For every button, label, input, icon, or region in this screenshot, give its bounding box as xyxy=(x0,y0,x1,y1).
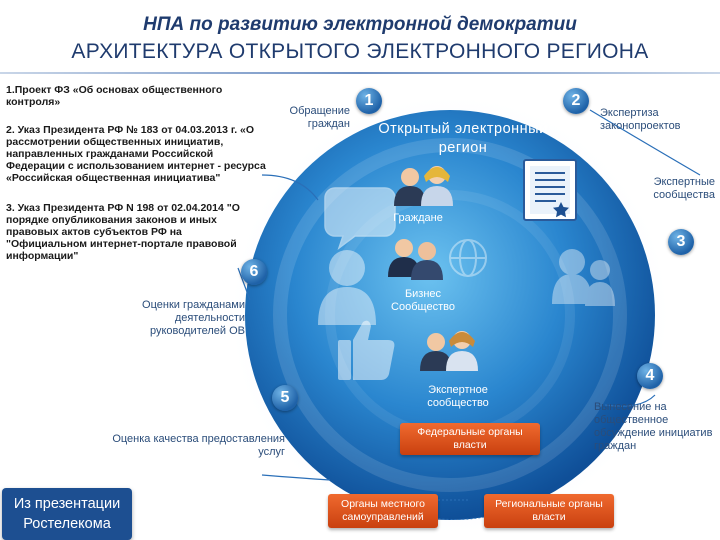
document-icon xyxy=(524,160,576,220)
label-appeals: Обращение граждан xyxy=(289,105,350,130)
doc-decree-183: 2. Указ Президента РФ № 183 от 04.03.2013 г. «О рассмотрении общественных инициатив, направленных гражданами Российской Федерации с использованием интернет - ресурса «Российская общественная инициатива" xyxy=(6,124,266,184)
box-federal-organs-text: Федеральные органы власти xyxy=(417,426,523,451)
source-box xyxy=(2,488,132,540)
number-badge-3: 3 xyxy=(668,229,694,255)
label-public-discussion: Вынесение на общественное обсуждение инициатив граждан xyxy=(594,401,713,452)
doc-decree-198: 3. Указ Президента РФ N 198 от 02.04.2014 "О порядке опубликования законов и иных правовых актов субъектов РФ на "Официальном интернет-портале правовой информации" xyxy=(6,202,240,262)
box-federal-organs xyxy=(400,423,540,455)
main-circle xyxy=(245,110,655,520)
title-architecture: АРХИТЕКТУРА ОТКРЫТОГО ЭЛЕКТРОННОГО РЕГИОНА xyxy=(71,40,649,63)
box-local-government xyxy=(328,494,438,528)
label-business: Бизнес Сообщество xyxy=(391,288,455,313)
number-badge-5: 5 xyxy=(272,385,298,411)
box-regional-organs xyxy=(484,494,614,528)
source-text: Из презентации Ростелекома xyxy=(13,496,121,532)
label-expert-communities: Экспертные сообщества xyxy=(653,176,715,201)
title-npa: НПА по развитию электронной демократии xyxy=(143,14,577,35)
label-assessments: Оценки гражданами деятельности руководителей ОВ xyxy=(142,299,245,337)
label-service-quality: Оценка качества предоставления услуг xyxy=(112,433,285,458)
label-expertise: Экспертиза законопроектов xyxy=(600,107,681,132)
number-badge-6: 6 xyxy=(241,259,267,285)
number-badge-4: 4 xyxy=(637,363,663,389)
center-title: Открытый электронный регион xyxy=(378,121,548,156)
doc-project-fz: 1.Проект ФЗ «Об основах общественного контроля» xyxy=(6,84,223,108)
box-local-government-text: Органы местного самоуправлений xyxy=(341,498,425,523)
number-badge-2: 2 xyxy=(563,88,589,114)
label-expert-community: Экспертное сообщество xyxy=(427,384,489,409)
label-citizens: Граждане xyxy=(393,212,443,224)
number-badge-1: 1 xyxy=(356,88,382,114)
box-regional-organs-text: Региональные органы власти xyxy=(495,498,603,523)
